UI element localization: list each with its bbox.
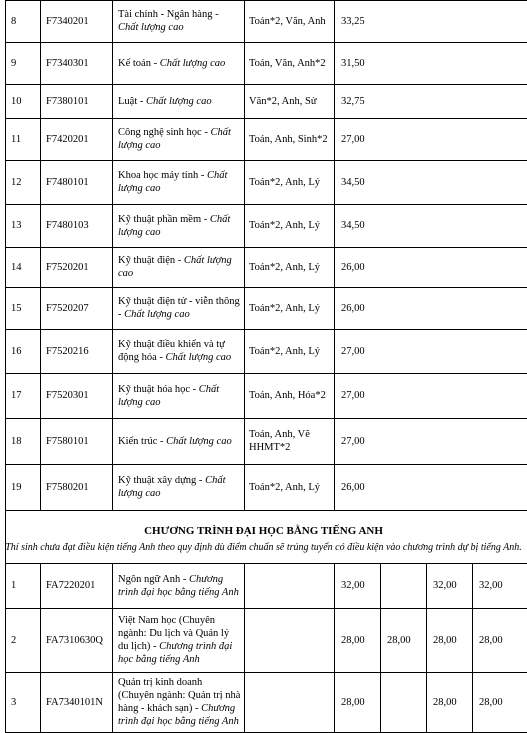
row-score: 31,50: [341, 57, 365, 69]
table-grid-line: [380, 563, 381, 732]
row-score: 27,00: [341, 390, 365, 401]
row-score: 26,00: [341, 261, 365, 273]
row-code: F7520216: [46, 345, 89, 357]
row-stt: 3: [11, 696, 17, 708]
row-major-name: Tài chính - Ngân hàng - Chất lượng cao: [118, 9, 219, 33]
row-code: F7520301: [46, 390, 89, 401]
row-stt: 11: [11, 133, 22, 145]
row-stt: 14: [11, 261, 22, 273]
row-major-name: Kỹ thuật điện tử - viễn thông - Chất lượng cao: [118, 296, 240, 320]
section-title: CHƯƠNG TRÌNH ĐẠI HỌC BẰNG TIẾNG ANH: [144, 525, 383, 537]
row-code: F7480101: [46, 176, 89, 188]
row-code: F7580101: [46, 435, 89, 447]
row-subject-combo: Toán*2, Anh, Lý: [249, 261, 321, 273]
row-code: F7420201: [46, 133, 89, 145]
row-score-3: 32,00: [433, 580, 457, 591]
section-note: Thí sinh chưa đạt điều kiện tiếng Anh theo quy định dù điểm chuẩn sẽ trúng tuyển có điều kiện vào chương trình dự bị tiếng Anh.: [5, 542, 522, 553]
row-major-name: Kiến trúc - Chất lượng cao: [118, 435, 232, 447]
row-score-4: 32,00: [479, 580, 503, 591]
row-stt: 15: [11, 302, 22, 314]
row-score: 32,75: [341, 95, 365, 107]
row-subject-combo: Toán, Anh, Sinh*2: [249, 133, 328, 145]
row-score-3: 28,00: [433, 696, 457, 708]
row-score: 33,25: [341, 15, 365, 27]
row-subject-combo: Toán*2, Anh, Lý: [249, 345, 321, 357]
row-stt: 18: [11, 435, 22, 447]
row-subject-combo: [249, 608, 331, 672]
row-stt: 2: [11, 634, 17, 646]
row-code: F7340201: [46, 15, 89, 27]
row-code: F7520207: [46, 302, 89, 314]
row-major-name: Kỹ thuật phần mềm - Chất lượng cao: [118, 213, 231, 238]
row-code: F7580201: [46, 481, 89, 493]
table-grid-line: [5, 563, 6, 732]
row-subject-combo: Toán*2, Anh, Lý: [249, 481, 321, 493]
row-code: F7380101: [46, 95, 89, 107]
row-major-name: Kỹ thuật hóa học - Chất lượng cao: [118, 383, 220, 408]
row-score-2: 28,00: [387, 634, 411, 646]
row-stt: 17: [11, 390, 22, 401]
row-score-1: 32,00: [341, 580, 365, 591]
row-score: 27,00: [341, 435, 365, 447]
row-score: 27,00: [341, 133, 365, 145]
row-score: 34,50: [341, 220, 365, 231]
row-code: FA7220201: [46, 580, 96, 591]
table-grid-line: [112, 563, 113, 732]
row-score-2: [387, 563, 425, 608]
row-subject-combo: [249, 563, 331, 608]
row-code: FA7310630Q: [46, 634, 103, 646]
row-score-4: 28,00: [479, 696, 503, 708]
row-subject-combo: Toán*2, Anh, Lý: [249, 302, 321, 314]
row-subject-combo: Văn*2, Anh, Sử: [249, 95, 317, 107]
row-code: FA7340101N: [46, 696, 103, 708]
row-stt: 13: [11, 220, 22, 231]
table-grid-line: [244, 563, 245, 732]
row-code: F7340301: [46, 57, 89, 69]
row-score-2: [387, 672, 425, 732]
row-subject-combo: Toán*2, Anh, Lý: [249, 220, 321, 231]
row-score-3: 28,00: [433, 634, 457, 646]
row-major-name: Kỹ thuật điều khiển và tự động hóa - Chất lượng cao: [118, 339, 232, 363]
table-grid-line: [112, 0, 113, 510]
row-subject-combo: Toán*2, Anh, Lý: [249, 176, 321, 188]
row-stt: 16: [11, 345, 22, 357]
table-grid-line: [472, 563, 473, 732]
row-score-1: 28,00: [341, 634, 365, 646]
row-major-name: Kỹ thuật điện - Chất lượng cao: [118, 255, 232, 279]
table-grid-line: [244, 0, 245, 510]
row-score: 27,00: [341, 345, 365, 357]
row-stt: 8: [11, 15, 17, 27]
row-major-name: Khoa học máy tính - Chất lượng cao: [118, 170, 228, 194]
table-grid-line: [40, 0, 41, 510]
table-grid-line: [334, 0, 335, 510]
row-stt: 9: [11, 57, 17, 69]
table-grid-line: [5, 510, 527, 511]
row-major-name: Kế toán - Chất lượng cao: [118, 57, 226, 69]
row-stt: 19: [11, 481, 22, 493]
row-code: F7480103: [46, 220, 89, 231]
row-subject-combo: Toán*2, Văn, Anh: [249, 15, 326, 27]
row-stt: 12: [11, 176, 22, 188]
row-subject-combo: [249, 672, 331, 732]
row-major-name: Việt Nam học (Chuyên ngành: Du lịch và Quản lý du lịch) - Chương trình đại học bằng tiếng Anh: [118, 615, 233, 665]
row-score: 34,50: [341, 176, 365, 188]
row-stt: 10: [11, 95, 22, 107]
row-score: 26,00: [341, 481, 365, 493]
row-subject-combo: Toán, Anh, Vẽ HHMT*2: [249, 429, 310, 453]
row-subject-combo: Toán, Văn, Anh*2: [249, 57, 326, 69]
row-stt: 1: [11, 580, 17, 591]
row-major-name: Ngôn ngữ Anh - Chương trình đại học bằng tiếng Anh: [118, 573, 239, 598]
table-grid-line: [334, 563, 335, 732]
row-score-4: 28,00: [479, 634, 503, 646]
table-grid-line: [5, 0, 6, 510]
row-major-name: Luật - Chất lượng cao: [118, 95, 212, 107]
row-major-name: Kỹ thuật xây dựng - Chất lượng cao: [118, 475, 226, 499]
table-grid-line: [40, 563, 41, 732]
table-grid-line: [426, 563, 427, 732]
row-major-name: Công nghệ sinh học - Chất lượng cao: [118, 127, 231, 151]
row-score: 26,00: [341, 302, 365, 314]
row-major-name: Quản trị kinh doanh (Chuyên ngành: Quản trị nhà hàng - khách sạn) - Chương trình đại học bằng tiếng Anh: [118, 677, 241, 727]
row-code: F7520201: [46, 261, 89, 273]
row-subject-combo: Toán, Anh, Hóa*2: [249, 390, 326, 401]
row-score-1: 28,00: [341, 696, 365, 708]
